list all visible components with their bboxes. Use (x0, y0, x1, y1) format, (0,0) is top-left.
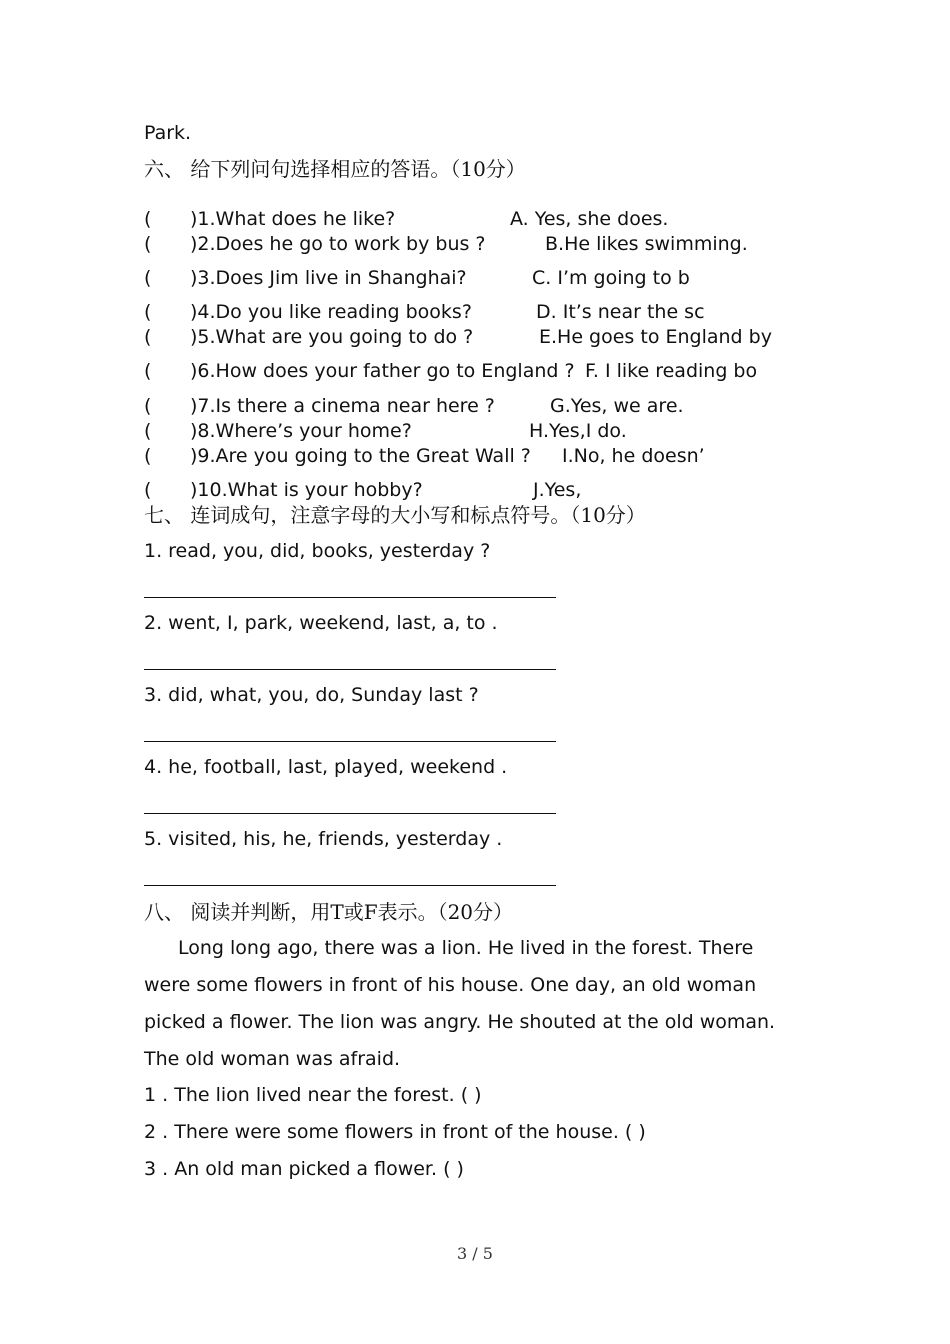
question-text: )5.What are you going to do ? (190, 326, 474, 348)
section-7-heading: 七、 连词成句，注意字母的大小写和标点符号。（10分） (144, 503, 646, 527)
answer-option: A. Yes, she does. (510, 208, 669, 230)
question-text: )2.Does he go to work by bus ? (190, 233, 486, 255)
question-text: )9.Are you going to the Great Wall ? (190, 445, 531, 467)
answer-option: J.Yes, (533, 479, 582, 501)
answer-blank[interactable]: ( (144, 208, 152, 230)
answer-option: F. I like reading bo (585, 360, 758, 382)
answer-blank[interactable]: ( (144, 360, 152, 382)
answer-option: E.He goes to England by (539, 326, 772, 348)
answer-option: B.He likes swimming. (545, 233, 748, 255)
statement[interactable]: 3 . An old man picked a flower. ( ) (144, 1158, 464, 1180)
answer-option: I.No, he doesn’ (562, 445, 705, 467)
scrambled-words: 2. went, I, park, weekend, last, a, to . (144, 612, 498, 634)
answer-line[interactable] (144, 885, 556, 886)
answer-blank[interactable]: ( (144, 233, 152, 255)
passage-line: Long long ago, there was a lion. He lived in the forest. There (178, 937, 754, 959)
answer-blank[interactable]: ( (144, 479, 152, 501)
answer-blank[interactable]: ( (144, 395, 152, 417)
question-text: )10.What is your hobby? (190, 479, 423, 501)
scrambled-words: 4. he, football, last, played, weekend . (144, 756, 508, 778)
answer-blank[interactable]: ( (144, 301, 152, 323)
scrambled-words: 5. visited, his, he, friends, yesterday . (144, 828, 503, 850)
question-text: )1.What does he like? (190, 208, 396, 230)
question-text: )8.Where’s your home? (190, 420, 412, 442)
section-6-heading: 六、 给下列问句选择相应的答语。（10分） (144, 157, 526, 181)
answer-line[interactable] (144, 597, 556, 598)
answer-line[interactable] (144, 741, 556, 742)
passage-line: picked a flower. The lion was angry. He shouted at the old woman. (144, 1011, 776, 1033)
passage-line: were some flowers in front of his house. One day, an old woman (144, 974, 757, 996)
answer-blank[interactable]: ( (144, 445, 152, 467)
section-8-heading: 八、 阅读并判断，用T或F表示。（20分） (144, 900, 514, 924)
question-text: )3.Does Jim live in Shanghai? (190, 267, 467, 289)
answer-line[interactable] (144, 813, 556, 814)
answer-blank[interactable]: ( (144, 420, 152, 442)
answer-option: H.Yes,I do. (529, 420, 627, 442)
passage-line: The old woman was afraid. (144, 1048, 401, 1070)
answer-option: D. It’s near the sc (536, 301, 705, 323)
answer-option: G.Yes, we are. (550, 395, 684, 417)
scrambled-words: 1. read, you, did, books, yesterday ? (144, 540, 491, 562)
answer-option: C. I’m going to b (532, 267, 690, 289)
statement[interactable]: 2 . There were some flowers in front of the house. ( ) (144, 1121, 646, 1143)
answer-blank[interactable]: ( (144, 267, 152, 289)
answer-blank[interactable]: ( (144, 326, 152, 348)
question-text: )4.Do you like reading books? (190, 301, 472, 323)
page-number: 3 / 5 (457, 1244, 493, 1263)
scrambled-words: 3. did, what, you, do, Sunday last ? (144, 684, 479, 706)
answer-line[interactable] (144, 669, 556, 670)
question-text: )7.Is there a cinema near here ? (190, 395, 495, 417)
continued-text: Park. (144, 122, 192, 144)
question-text: )6.How does your father go to England ? (190, 360, 575, 382)
statement[interactable]: 1 . The lion lived near the forest. ( ) (144, 1084, 482, 1106)
